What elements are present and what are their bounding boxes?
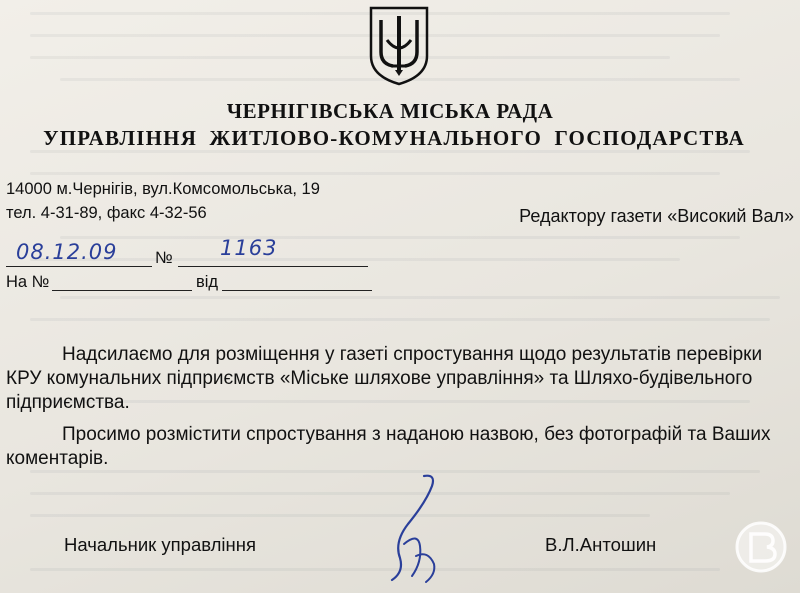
body-paragraph-1-text: Надсилаємо для розміщення у газеті спростування щодо результатів перевірки КРУ комунальних підприємств «Міське шляхове управління» та Шляхо-будівельного підприємства. — [6, 344, 763, 413]
outgoing-number-label: № — [155, 249, 173, 267]
outgoing-date: 08.12.09 — [16, 240, 118, 264]
body-paragraph-2-text: Просимо розмістити спростування з наданою назвою, без фотографій та Ваших коментарів. — [6, 424, 771, 469]
outgoing-number: 1163 — [220, 236, 278, 260]
body-paragraph-2 — [6, 423, 786, 471]
reply-number-line — [52, 290, 192, 291]
recipient: Редактору газети «Високий Вал» — [519, 206, 794, 226]
signatory-name: В.Л.Антошин — [545, 534, 657, 555]
reply-date-label: від — [196, 273, 219, 291]
vysokyi-val-logo-icon — [734, 520, 788, 574]
outgoing-date-line — [6, 266, 152, 267]
trident-coat-of-arms-icon — [367, 4, 431, 86]
reply-date-line — [222, 290, 372, 291]
handwritten-signature-icon — [378, 472, 450, 584]
signatory-title: Начальник управління — [64, 534, 256, 555]
org-name-line2: УПРАВЛІННЯ ЖИТЛОВО-КОМУНАЛЬНОГО ГОСПОДАРСТВА — [43, 126, 745, 150]
org-name-line1: ЧЕРНІГІВСЬКА МІСЬКА РАДА — [226, 99, 554, 123]
org-phones: тел. 4-31-89, факс 4-32-56 — [6, 204, 207, 222]
body-paragraph-1 — [6, 343, 786, 415]
org-address: 14000 м.Чернігів, вул.Комсомольська, 19 — [6, 180, 320, 198]
outgoing-number-line — [178, 266, 368, 267]
reply-number-label: На № — [6, 273, 50, 291]
